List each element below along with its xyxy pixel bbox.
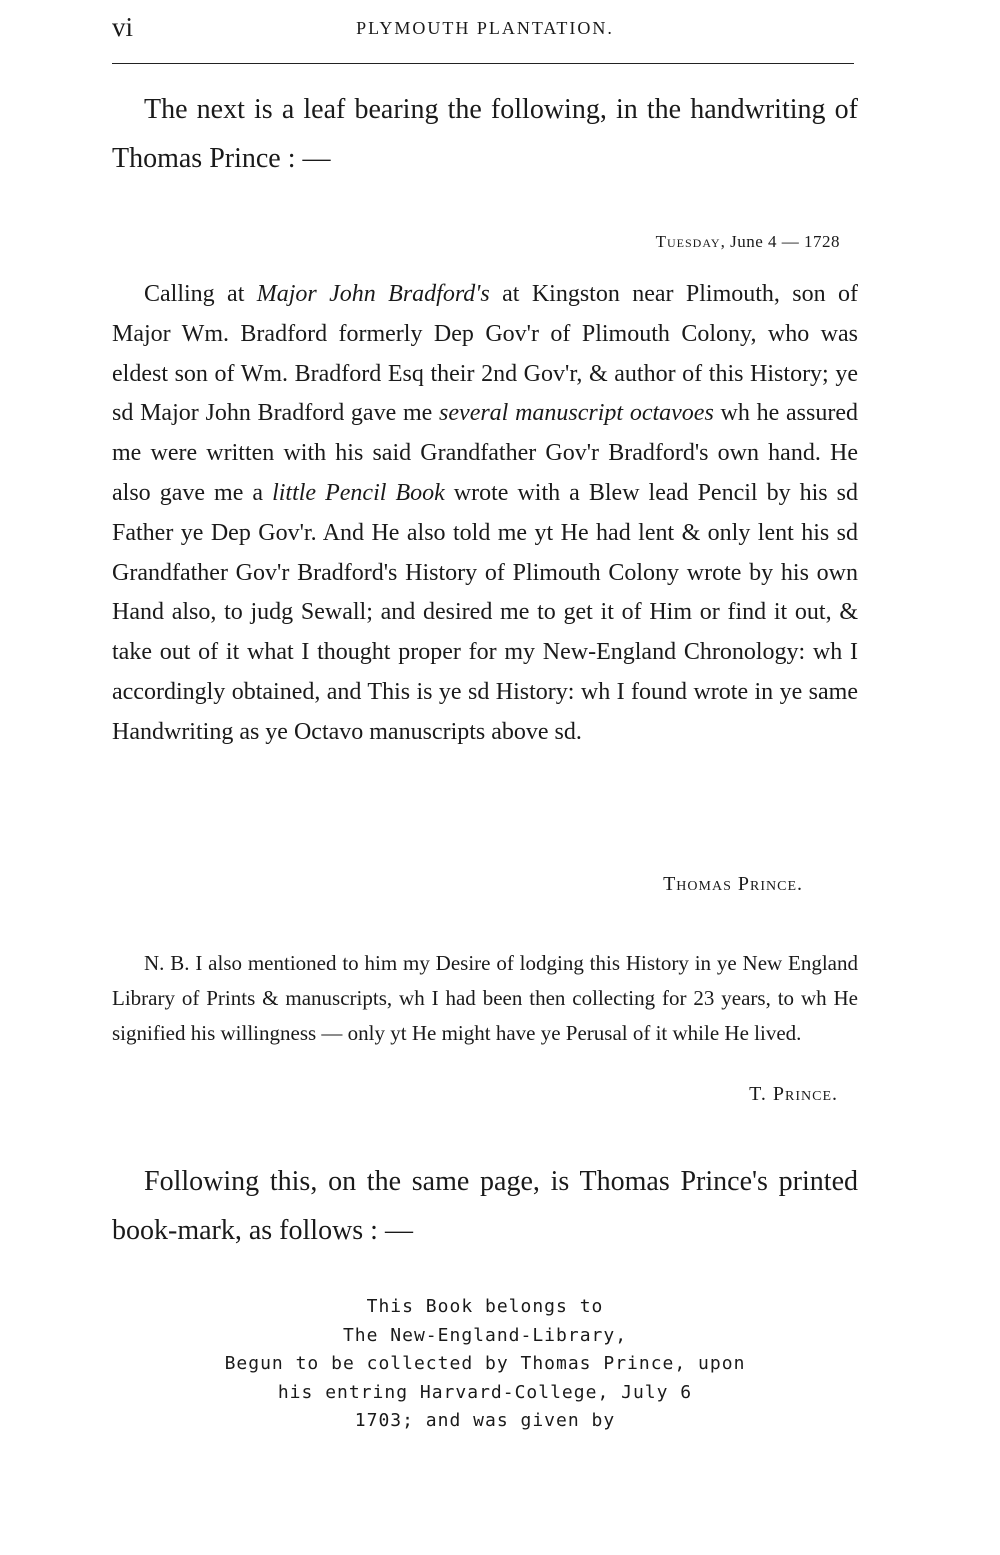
letter-text-3: wh he assured me were written with his said Grandfather Gov'r Bradford's own hand. He also gave me a [112,400,858,506]
date-day: Tuesday [655,232,721,251]
bookmark-line-4: his entring Harvard-College, July 6 [277,1381,693,1403]
letter-text-1: Calling at [144,281,257,307]
bookmark-line-3: Begun to be collected by Thomas Prince, upon [224,1353,746,1375]
following-paragraph: Following this, on the same page, is Thomas Prince's printed book-mark, as follows : — [112,1166,858,1246]
nb-paragraph: N. B. I also mentioned to him my Desire of lodging this History in ye New England Library of Prints & manuscripts, wh I had been then collecting for 23 years, to wh He signified his willingness — only yt He might have ye Perusal of it while He lived. [112,951,858,1045]
bookmark-line-5: 1703; and was given by [354,1410,616,1432]
page-number: vi [112,12,134,42]
letter-italic-1: Major John Bradford's [256,281,490,307]
bookmark-block [112,1293,858,1436]
intro-paragraph: The next is a leaf bearing the following, in the handwriting of Thomas Prince : — [112,94,858,174]
running-header: PLYMOUTH PLANTATION. [356,18,614,38]
bookmark-line-2: The New-England-Library, [342,1324,628,1346]
letter-paragraph [112,275,858,753]
letter-italic-2: several manuscript octavoes [439,400,714,427]
bookmark-line-1: This Book belongs to [366,1296,604,1317]
date-rest: , June 4 — 1728 [720,232,840,251]
letter-italic-3: little Pencil Book [272,479,445,506]
signature-thomas-prince: Thomas Prince. [663,873,803,895]
letter-text-2: at Kingston near Plimouth, son of Major Wm. Bradford formerly Dep Gov'r of Plimouth Colony, who was eldest son of Wm. Bradford Esq their 2nd Gov'r, & author of this History; ye sd Major John Bradford gave me [112,281,858,427]
letter-text-4: wrote with a Blew lead Pencil by his sd Father ye Dep Gov'r. And He also told me yt He had lent & only lent his sd Grandfather Gov'r Bradford's History of Plimouth Colony wrote by his own Hand also, to judg Sewall; and desired me to get it of Him or find it out, & take out of it what I thought proper for my New-England Chronology: wh I accordingly obtained, and This is ye sd History: wh I found wrote in ye same Handwriting as ye Octavo manuscripts above sd. [112,479,859,745]
letter-date [656,232,840,252]
signature-t-prince: T. Prince. [749,1083,838,1105]
header-rule [112,63,854,64]
